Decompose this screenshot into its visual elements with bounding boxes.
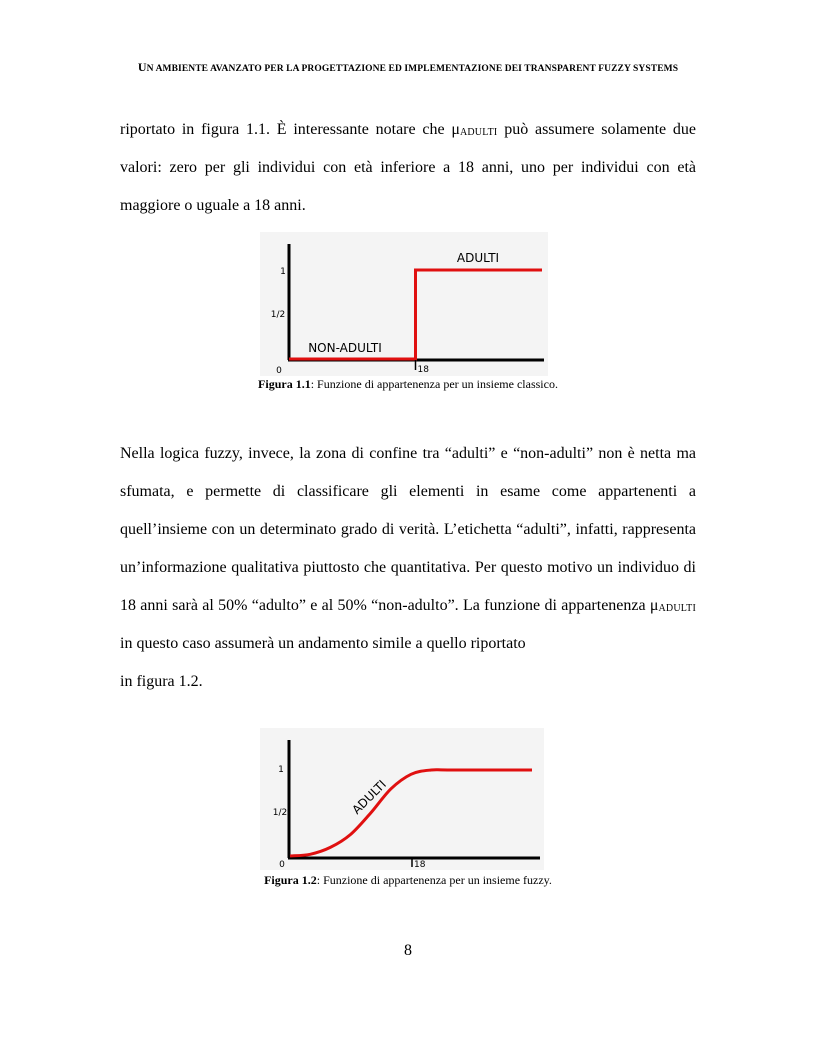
figure-1-1-caption bbox=[0, 377, 816, 392]
y-tick-label-half: 1/2 bbox=[270, 310, 286, 320]
paragraph-line: quell’insieme con un determinato grado di verità. L’etichetta “adulti”, infatti, rappresenta bbox=[120, 521, 696, 538]
caption-text: : Funzione di appartenenza per un insieme fuzzy. bbox=[316, 873, 552, 887]
paragraph-1 bbox=[120, 120, 696, 234]
x-tick-label-18: 18 bbox=[414, 860, 426, 870]
label-non-adulti: NON-ADULTI bbox=[308, 341, 382, 355]
paragraph-line: un’informazione qualitativa piuttosto che quantitativa. Per questo motivo un individuo di bbox=[120, 559, 696, 576]
label-adulti: ADULTI bbox=[456, 251, 500, 265]
y-tick-label-0: 0 bbox=[279, 860, 285, 870]
y-tick-label-1: 1 bbox=[278, 765, 284, 775]
figure-1-1-chart bbox=[260, 232, 548, 376]
header-text: N AMBIENTE AVANZATO PER LA PROGETTAZIONE ED IMPLEMENTAZIONE DEI TRANSPARENT FUZZY SYSTEMS bbox=[146, 64, 679, 74]
page-number: 8 bbox=[404, 942, 412, 959]
y-tick-label-1: 1 bbox=[280, 267, 286, 277]
subscript-adulti: ADULTI bbox=[459, 127, 498, 138]
paragraph-line: in figura 1.2. bbox=[120, 673, 203, 690]
caption-text: : Funzione di appartenenza per un insieme classico. bbox=[310, 377, 558, 391]
paragraph-line: maggiore o uguale a 18 anni. bbox=[120, 197, 306, 214]
paragraph-line: sfumata, e permette di classificare gli elementi in esame come appartenenti a bbox=[120, 483, 696, 500]
paragraph-line: 18 anni sarà al 50% “adulto” e al 50% “non-adulto”. La funzione di appartenenza μADULTI bbox=[120, 597, 696, 614]
running-header bbox=[0, 60, 816, 75]
label-adulti: ADULTI bbox=[349, 777, 390, 818]
paragraph-line: Nella logica fuzzy, invece, la zona di confine tra “adulti” e “non-adulti” non è netta ma bbox=[120, 445, 696, 462]
chart-background bbox=[260, 728, 544, 870]
figure-1-2-chart bbox=[260, 728, 544, 870]
paragraph-2 bbox=[120, 444, 696, 710]
figure-1-2-caption bbox=[0, 873, 816, 888]
caption-label: Figura 1.2 bbox=[264, 873, 317, 887]
paragraph-line: in questo caso assumerà un andamento simile a quello riportato bbox=[120, 635, 526, 652]
paragraph-line: riportato in figura 1.1. È interessante notare che μADULTI può assumere solamente due bbox=[120, 121, 697, 138]
subscript-adulti: ADULTI bbox=[658, 603, 696, 614]
paragraph-line: valori: zero per gli individui con età inferiore a 18 anni, uno per individui con età bbox=[120, 159, 696, 176]
chart-background bbox=[260, 232, 548, 376]
header-initial: U bbox=[137, 60, 147, 74]
caption-label: Figura 1.1 bbox=[258, 377, 311, 391]
y-tick-label-half: 1/2 bbox=[272, 808, 288, 818]
y-tick-label-0: 0 bbox=[276, 366, 282, 376]
x-tick-label-18: 18 bbox=[417, 365, 429, 375]
